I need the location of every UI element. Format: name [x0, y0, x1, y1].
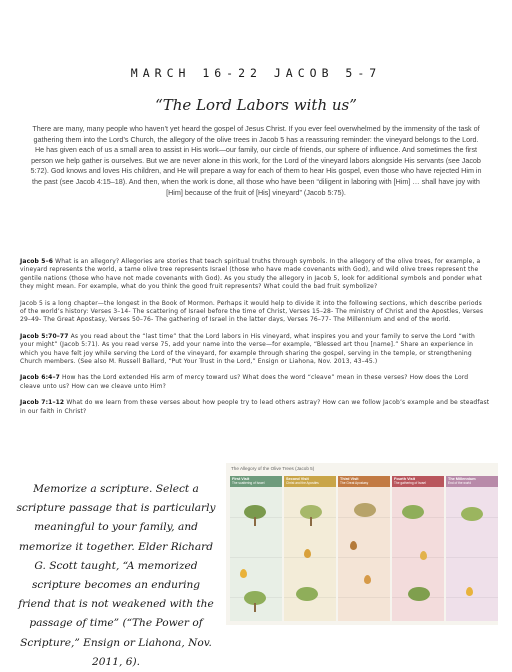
memorize-quote: Memorize a scripture. Select a scripture passage that is particularly meaningful to your family, and memorize it together. Elder Richard G. Scott taught, “A memorized scripture becomes an enduring friend that is not weakened with the passage of time” (“The Power of Scripture,” Ensign or Liahona, Nov. 2011, 6). [16, 483, 216, 668]
study-text: How has the Lord extended His arm of mercy toward us? What does the word “cleave” mean in these verses? How does the Lord cleave unto us? How can we cleave unto Him? [20, 374, 469, 390]
study-item-jacob-5-6 [20, 258, 490, 292]
tree-trunk-icon [254, 517, 256, 526]
column-header [446, 476, 498, 487]
page-title: “The Lord Labors with us” [155, 96, 357, 114]
olive-fruit-icon [364, 575, 371, 584]
column-body [338, 487, 390, 621]
chart-column-fourth-visit [392, 476, 444, 621]
olive-fruit-icon [350, 541, 357, 550]
chart-column-first-visit [230, 476, 282, 621]
column-body [392, 487, 444, 621]
study-item-jacob-5-70-77 [20, 333, 490, 367]
column-header [230, 476, 282, 487]
olive-fruit-icon [420, 551, 427, 560]
study-reference: Jacob 6:4–7 [20, 374, 60, 382]
olive-tree-icon [408, 587, 430, 601]
column-subtitle: The Great Apostasy [340, 481, 369, 485]
column-subtitle: Christ and the Apostles [286, 481, 319, 485]
olive-fruit-icon [240, 569, 247, 578]
study-reference: Jacob 5–6 [20, 258, 54, 265]
olive-fruit-icon [466, 587, 473, 596]
chart-title: The Allegory of the Olive Trees (Jacob 5) [231, 466, 315, 471]
column-body [284, 487, 336, 621]
page-header: MARCH 16-22 JACOB 5-7 [130, 66, 382, 80]
olive-tree-icon [461, 507, 483, 521]
column-title: The Millennium [448, 477, 476, 481]
column-title: Fourth Visit [394, 477, 416, 481]
study-text: Jacob 5 is a long chapter—the longest in the Book of Mormon. Perhaps it would help to divide it into the following sections, which describe periods of the world’s history: Verses 3–14- The scattering of Israel before the time of Christ, Verses 15–28- The ministry of Christ and the Apostles, Verses 29–49- The Great Apostasy, Verses 50–76- The gathering of Israel in the latter days, Verses 76–77- The Millennium and end of the world. [20, 299, 484, 324]
study-item-chapter-sections [20, 300, 490, 325]
study-section [20, 258, 490, 424]
column-body [230, 487, 282, 621]
column-title: Second Visit [286, 477, 309, 481]
study-reference: Jacob 7:1–12 [20, 399, 65, 407]
column-header [284, 476, 336, 487]
study-text: What do we learn from these verses about how people try to lead others astray? How can we follow Jacob’s example and be steadfast in our faith in Christ? [20, 399, 490, 415]
column-title: First Visit [232, 477, 250, 481]
chart-column-millennium [446, 476, 498, 621]
column-body [446, 487, 498, 621]
column-subtitle: The scattering of Israel [232, 481, 265, 485]
tree-trunk-icon [254, 603, 256, 612]
column-header [392, 476, 444, 487]
olive-tree-icon [354, 503, 376, 517]
olive-tree-icon [296, 587, 318, 601]
intro-paragraph: There are many, many people who haven’t yet heard the gospel of Jesus Christ. If you ever feel overwhelmed by the immensity of the task of gathering them into the Lord’s Church, the allegory of the olive trees in Jacob 5 has a reassuring reminder: the vineyard belongs to the Lord. He has given each of us a small area to assist in His work—our family, our circle of friends, our sphere of influence. And sometimes the first person we help gather is ourselves. But we are never alone in this work, for the Lord of the vineyard labors alongside His servants (see Jacob 5:72). God knows and loves His children, and He will prepare a way for each of them to hear His gospel, even those who have rejected Him in the past (see Jacob 4:15–18). And then, when the work is done, all those who have been “diligent in laboring with [Him] … shall have joy with [Him] because of the fruit of [His] vineyard” (Jacob 5:75). [30, 124, 482, 197]
column-subtitle: The gathering of Israel [394, 481, 426, 485]
study-text: What is an allegory? Allegories are stories that teach spiritual truths through symbols. In the allegory of the olive trees, for example, a vineyard represents the world, a tame olive tree represents Israel (those who have made covenants with God), and wild olive trees represent the gentile nations (those who have not made covenants with God). As you study the allegory in Jacob 5, look for additional symbols and ponder what they might mean. For example, what do you think the good fruit represents? What could the bad fruit symbolize? [20, 258, 482, 291]
column-subtitle: End of the world [448, 481, 472, 485]
olive-tree-icon [402, 505, 424, 519]
study-text: As you read about the “last time” that the Lord labors in His vineyard, what inspires you and your family to serve the Lord “with your might” (Jacob 5:71). As you read verse 75, add your name into the verse—for example, “Blessed art thou [name].” Share an experience in which you have felt joy while serving the Lord of the vineyard, for example through sharing the gospel, serving in the temple, or strengthening Church members. (See also M. Russell Ballard, “Put Your Trust in the Lord,” Ensign or Liahona, Nov. 2013, 43–45.) [20, 332, 475, 366]
study-item-jacob-7-1-12 [20, 399, 490, 416]
chart-column-third-visit [338, 476, 390, 621]
olive-tree-allegory-chart [226, 463, 498, 625]
chart-column-second-visit [284, 476, 336, 621]
column-header [338, 476, 390, 487]
olive-fruit-icon [304, 549, 311, 558]
column-title: Third Visit [340, 477, 359, 481]
study-reference: Jacob 5:70–77 [20, 332, 69, 340]
study-item-jacob-6-4-7 [20, 374, 490, 391]
tree-trunk-icon [310, 517, 312, 526]
